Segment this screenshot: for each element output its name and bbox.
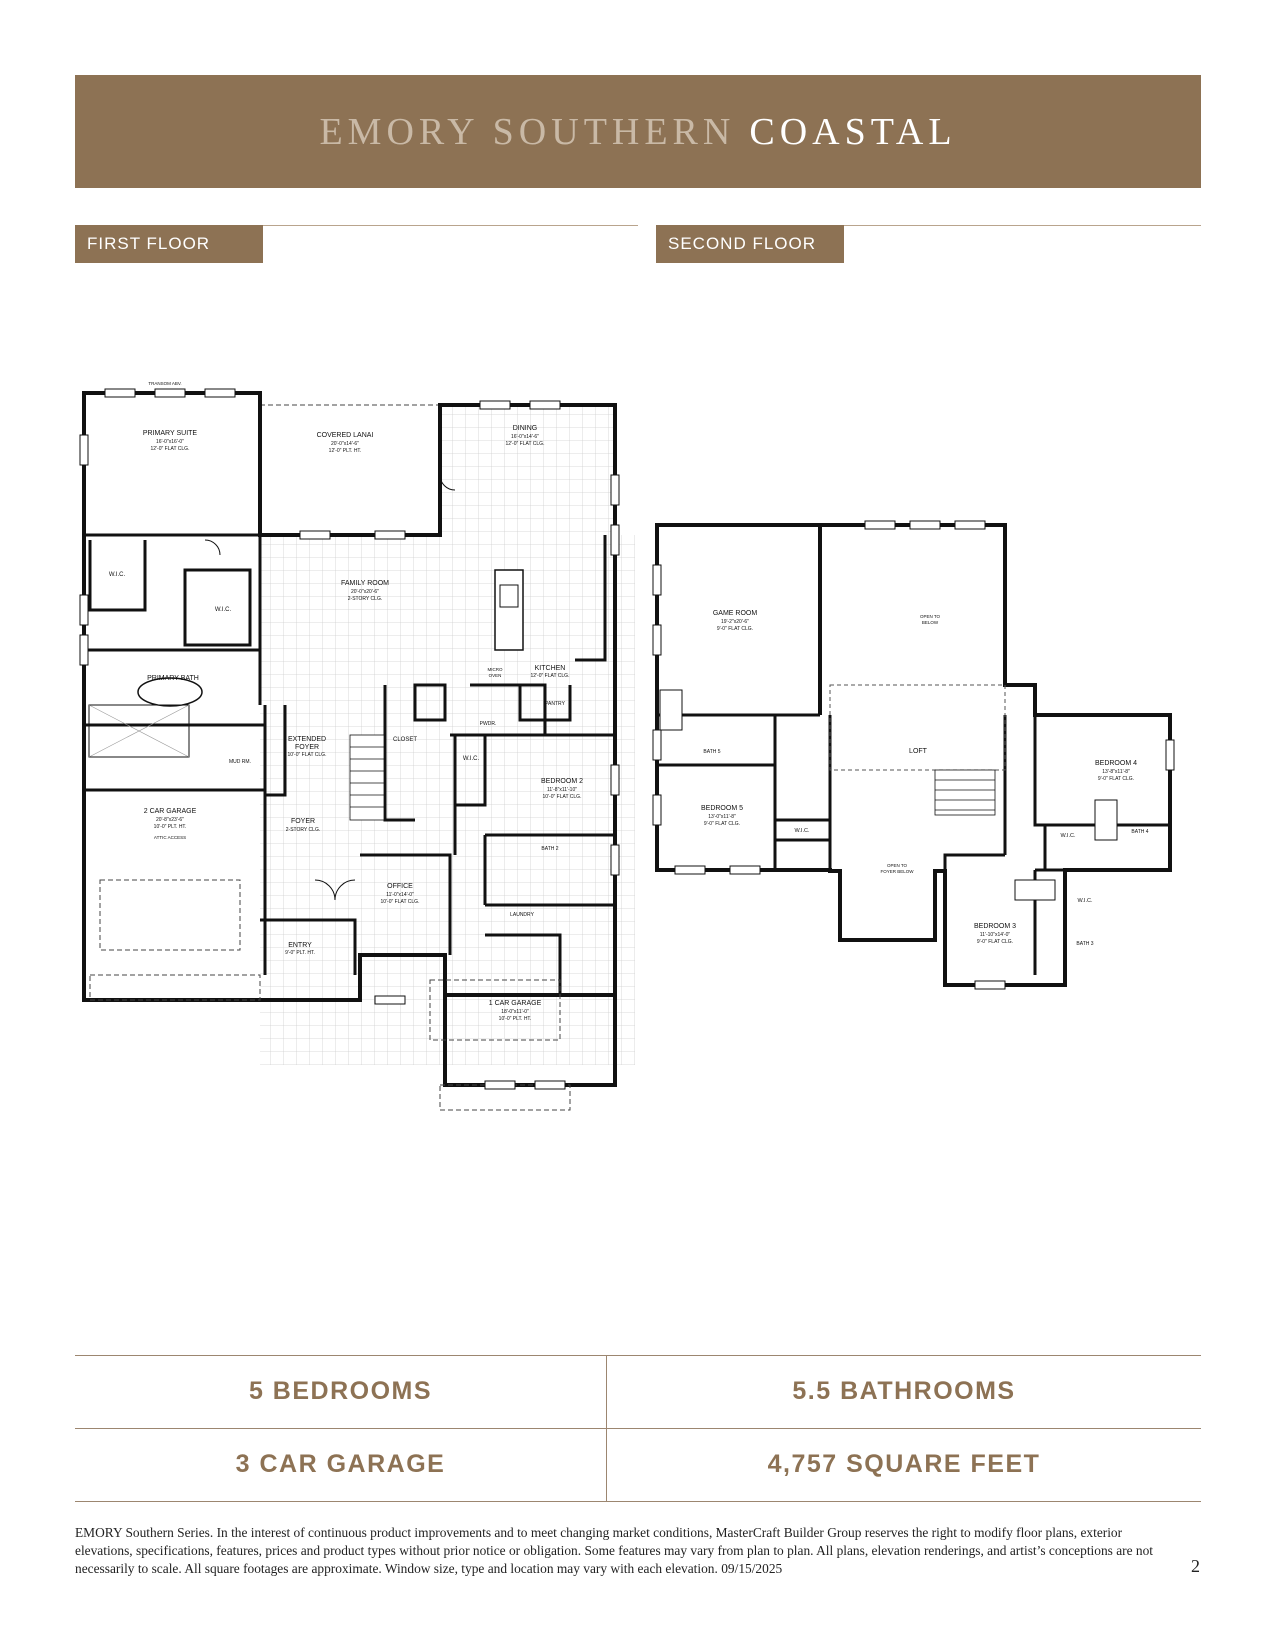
garage-door-outline	[100, 880, 240, 950]
label-dining: DINING	[512, 425, 538, 432]
second-floor-stairs	[935, 770, 995, 815]
label-wic-3: W.I.C.	[462, 756, 480, 762]
clg-bedroom-2: 10'-0" FLAT CLG.	[542, 794, 582, 800]
label-mud-rm: MUD RM.	[229, 759, 251, 765]
label-wic-5: W.I.C.	[794, 828, 810, 834]
tile-floor	[260, 535, 635, 1065]
dim-bedroom-3: 11'-10"x14'-0"	[979, 932, 1011, 938]
clg-bedroom-3: 9'-0" FLAT CLG.	[976, 939, 1014, 945]
label-extended-foyer-1: EXTENDED	[287, 736, 327, 743]
clg-kitchen: 12'-0" FLAT CLG.	[530, 673, 570, 679]
label-primary-bath: PRIMARY BATH	[147, 675, 199, 682]
page-number: 2	[1191, 1556, 1200, 1576]
label-foyer: FOYER	[290, 818, 316, 825]
label-bath-4: BATH 4	[1131, 829, 1149, 835]
label-pantry: PANTRY	[545, 701, 565, 707]
stats-table	[75, 1355, 1201, 1502]
tub-icon-bath5	[660, 690, 682, 730]
label-micro: MICRO	[487, 667, 503, 672]
label-laundry: LAUNDRY	[510, 912, 534, 918]
stat-square-feet: 4,757 SQUARE FEET	[767, 1450, 1041, 1478]
label-bedroom-3: BEDROOM 3	[973, 923, 1017, 930]
clg-foyer: 2-STORY CLG.	[285, 827, 321, 833]
label-closet: CLOSET	[392, 737, 418, 743]
first-floor-header	[75, 225, 638, 263]
page-title	[319, 110, 956, 154]
label-wic-1: W.I.C.	[108, 572, 126, 578]
label-entry: ENTRY	[288, 942, 312, 949]
label-foyer-below: FOYER BELOW	[880, 869, 914, 874]
loft-railing	[830, 685, 1005, 770]
clg-extended-foyer: 10'-0" FLAT CLG.	[287, 752, 327, 758]
dim-office: 11'-0"x14'-0"	[386, 892, 414, 898]
label-bath-3: BATH 3	[1076, 941, 1094, 947]
dim-family-room: 20'-0"x20'-6"	[351, 589, 379, 595]
tub-icon-bath4	[1095, 800, 1117, 840]
shower-drain-lines	[89, 705, 189, 757]
bathtub-icon	[138, 678, 202, 706]
title-banner	[75, 75, 1201, 188]
dim-covered-lanai: 20'-0"x14'-6"	[331, 441, 359, 447]
label-oven: OVEN	[488, 673, 502, 678]
second-floor-label: SECOND FLOOR	[656, 225, 844, 263]
disclaimer: EMORY Southern Series. In the interest of continuous product improvements and to meet changing market conditions, MasterCraft Builder Group reserves the right to modify floor plans, exterior elevations, specifications, features, prices and product types without prior notice or obligation. Some features may vary from plan to plan. All plans, elevation renderings, and artist’s conceptions are not necessarily to scale. All square footages are approximate. Window size, type and location may vary with each elevation. 09/15/2025	[75, 1525, 1154, 1576]
clg-primary-suite: 12'-0" FLAT CLG.	[150, 446, 190, 452]
label-covered-lanai: COVERED LANAI	[316, 432, 374, 439]
dim-bedroom-4: 13'-8"x11'-8"	[1102, 769, 1130, 775]
ht-2-car-garage: 10'-0" PLT. HT.	[153, 824, 187, 830]
tub-icon-bath3	[1015, 880, 1055, 900]
stat-bedrooms: 5 BEDROOMS	[248, 1377, 433, 1405]
label-attic-access: ATTIC ACCESS	[153, 835, 187, 840]
clg-family-room: 2-STORY CLG.	[347, 596, 383, 602]
label-extended-foyer-2: FOYER	[294, 744, 320, 751]
label-bath-2: BATH 2	[541, 846, 559, 852]
dim-2-car-garage: 20'-8"x23'-6"	[156, 817, 184, 823]
second-floor-header	[656, 225, 1201, 263]
label-game-room: GAME ROOM	[712, 610, 758, 617]
label-wic-2: W.I.C.	[214, 607, 232, 613]
first-floor-label: FIRST FLOOR	[75, 225, 263, 263]
label-wic-4: W.I.C.	[1060, 833, 1076, 839]
ht-entry: 9'-0" PLT. HT.	[285, 950, 315, 956]
dim-1-car-garage: 18'-0"x11'-0"	[501, 1009, 529, 1015]
clg-office: 10'-0" FLAT CLG.	[380, 899, 420, 905]
label-family-room: FAMILY ROOM	[341, 580, 389, 587]
label-bath-5: BATH 5	[703, 749, 721, 755]
label-kitchen: KITCHEN	[534, 665, 566, 672]
label-bedroom-2: BEDROOM 2	[540, 778, 584, 785]
clg-bedroom-4: 9'-0" FLAT CLG.	[1097, 776, 1135, 782]
title-elevation: COASTAL	[749, 110, 957, 153]
ht-1-car-garage: 10'-0" PLT. HT.	[498, 1016, 532, 1022]
label-bedroom-5: BEDROOM 5	[700, 805, 744, 812]
clg-covered-lanai: 12'-0" PLT. HT.	[328, 448, 362, 454]
second-floor-windows	[653, 521, 1174, 989]
label-primary-suite: PRIMARY SUITE	[142, 430, 198, 437]
stat-garage: 3 CAR GARAGE	[235, 1450, 446, 1478]
first-floor-plan	[75, 375, 635, 1155]
stat-bathrooms: 5.5 BATHROOMS	[792, 1377, 1016, 1405]
label-below: BELOW	[921, 620, 939, 625]
label-open-to-2: OPEN TO	[886, 863, 908, 868]
clg-dining: 12'-0" FLAT CLG.	[505, 441, 545, 447]
label-2-car-garage: 2 CAR GARAGE	[143, 808, 197, 815]
second-floor-exterior-walls	[657, 525, 1170, 985]
lanai-outline	[260, 405, 440, 535]
kitchen-island	[495, 570, 523, 650]
clg-bedroom-5: 9'-0" FLAT CLG.	[703, 821, 741, 827]
stairs-icon	[350, 735, 384, 820]
label-transom: TRANSOM ABV.	[148, 381, 182, 386]
dim-bedroom-5: 13'-0"x11'-8"	[708, 814, 736, 820]
dim-bedroom-2: 11'-8"x11'-10"	[546, 787, 578, 793]
second-floor-plan	[650, 515, 1200, 1005]
label-bedroom-4: BEDROOM 4	[1094, 760, 1138, 767]
dim-game-room: 19'-2"x20'-6"	[721, 619, 749, 625]
dim-primary-suite: 16'-0"x16'-0"	[156, 439, 184, 445]
label-office: OFFICE	[387, 883, 413, 890]
label-1-car-garage: 1 CAR GARAGE	[488, 1000, 542, 1007]
second-floor-labels	[701, 610, 1149, 947]
garage-apron	[90, 975, 260, 1000]
dim-dining: 16'-0"x14'-6"	[511, 434, 539, 440]
clg-game-room: 9'-0" FLAT CLG.	[716, 626, 754, 632]
label-pwdr: PWDR.	[479, 721, 497, 727]
label-loft: LOFT	[909, 748, 927, 755]
label-wic-3b: W.I.C.	[1077, 898, 1093, 904]
label-open-to: OPEN TO	[919, 614, 941, 619]
title-series: EMORY SOUTHERN	[319, 110, 736, 153]
